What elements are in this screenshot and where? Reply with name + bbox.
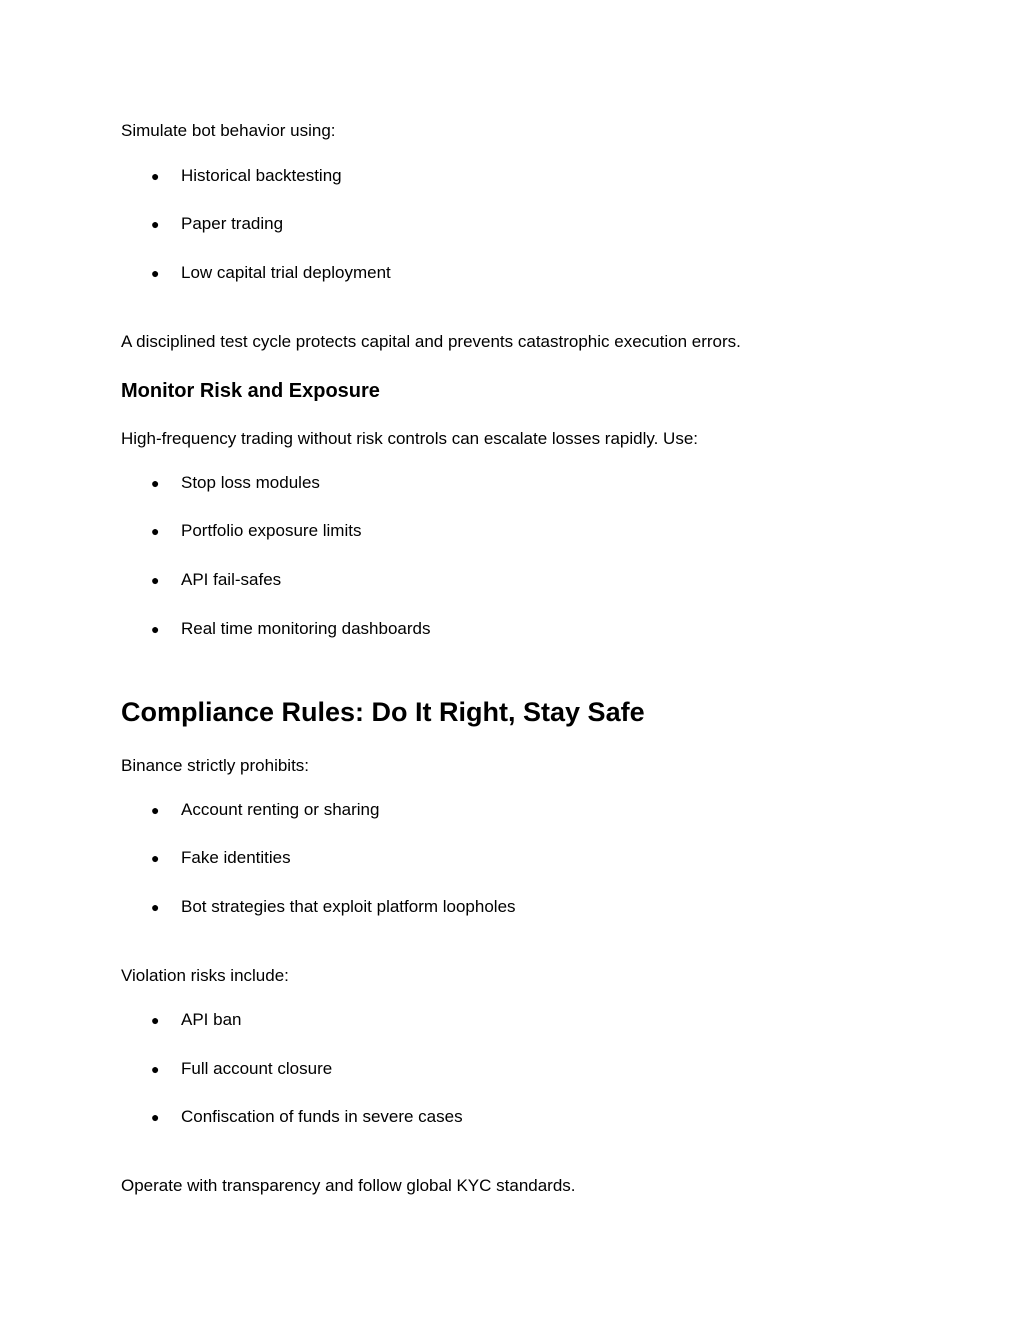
paragraph: Binance strictly prohibits: — [121, 756, 310, 775]
list-item: ● Real time monitoring dashboards — [151, 619, 431, 638]
paragraph: Operate with transparency and follow global KYC standards. — [121, 1176, 576, 1195]
bullet-icon: ● — [151, 1109, 160, 1125]
section-heading: Monitor Risk and Exposure — [121, 380, 380, 402]
page-heading: Compliance Rules: Do It Right, Stay Safe — [121, 697, 645, 727]
bullet-icon: ● — [151, 572, 160, 588]
list-item: ● Bot strategies that exploit platform loopholes — [151, 897, 516, 916]
bullet-icon: ● — [151, 216, 160, 232]
bullet-icon: ● — [151, 850, 160, 866]
list-item: ● Historical backtesting — [151, 166, 342, 185]
paragraph: Violation risks include: — [121, 966, 289, 985]
list-item: ● Paper trading — [151, 214, 284, 233]
bullet-icon: ● — [151, 621, 160, 637]
list-item: ● Fake identities — [151, 848, 291, 867]
list-item: ● Low capital trial deployment — [151, 263, 391, 282]
bullet-icon: ● — [151, 802, 160, 818]
paragraph: A disciplined test cycle protects capital and prevents catastrophic execution errors. — [121, 332, 741, 351]
list-item: ● Stop loss modules — [151, 473, 320, 492]
bullet-icon: ● — [151, 265, 160, 281]
list-item: ● API ban — [151, 1010, 242, 1029]
list-item: ● Confiscation of funds in severe cases — [151, 1107, 463, 1126]
paragraph: Simulate bot behavior using: — [121, 121, 336, 140]
list-item: ● API fail-safes — [151, 570, 282, 589]
bullet-icon: ● — [151, 899, 160, 915]
bullet-icon: ● — [151, 1012, 160, 1028]
paragraph: High-frequency trading without risk controls can escalate losses rapidly. Use: — [121, 429, 699, 448]
bullet-icon: ● — [151, 523, 160, 539]
bullet-icon: ● — [151, 475, 160, 491]
bullet-icon: ● — [151, 1061, 160, 1077]
list-item: ● Account renting or sharing — [151, 800, 380, 819]
list-item: ● Portfolio exposure limits — [151, 521, 362, 540]
bullet-icon: ● — [151, 168, 160, 184]
list-item: ● Full account closure — [151, 1059, 333, 1078]
